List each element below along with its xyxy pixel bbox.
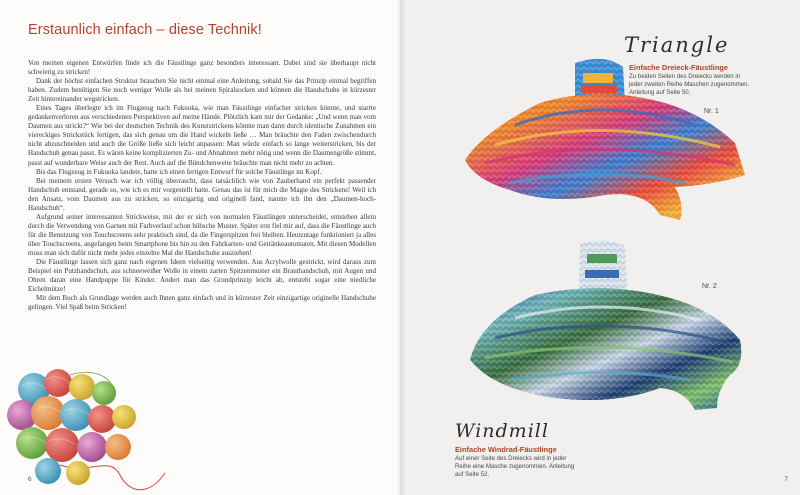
- page-number-right: 7: [784, 476, 788, 483]
- paragraph: Bei meinem ersten Versuch war ich völlig überrascht, dass tatsächlich wie von Zauberhand ein perfekt passender Handschuh entstand, gerade so, wie ich es mir vorgestellt hatte. Genau das ist für mich die Magie des Strickens! Weil ich den Ansatz, vom Daumen aus zu stricken, so einzigartig und originell fand, nannte ich ihn den „Daumen-hoch-Handschuh“.: [28, 176, 376, 212]
- triangle-mitten-icon: [455, 55, 755, 230]
- triangle-description: Zu beiden Seiten des Dreiecks werden in jeder zweiten Reihe Maschen zugenommen. Anleitung auf Seite 50.: [629, 73, 750, 96]
- paragraph: Bis das Flugzeug in Fukuoka landete, hatte ich einen fertigen Entwurf für solche Fäustlinge im Kopf.: [36, 167, 322, 176]
- triangle-script-title: Triangle: [624, 33, 730, 57]
- triangle-subtitle: Einfache Dreieck-Fäustlinge: [629, 63, 728, 72]
- page-number: 6: [28, 476, 32, 483]
- paragraph: Mit dem Buch als Grundlage werden auch Ihnen ganz einfach und in kürzester Zeit einzigartige originelle Handschuhe gelingen. Viel Spaß beim Stricken!: [28, 294, 376, 312]
- paragraph: Eines Tages überlegte ich im Flugzeug nach Fukuoka, wie man Fäustlinge einfacher stricken könnte, und starrte gedankenverloren aus verschiedenen Perspektiven auf meine Hände. Plötzlich kam mir der Gedanke: „Und wenn man vom Daumen aus strickt?“ Wie bei der deutschen Technik des Kunststrickens könnte man dann durch identische Zunahmen ein viereckiges Strickstück fertigen, das sich genau um die Hand wickeln ließe … Man bräuchte den Faden zwischendurch nicht abzuschneiden und auch die Größe ließe sich leicht anpassen: Man würde einfach so lange weiterstricken, bis der Handschuh genau passt. Es wären keine komplizierten Zu- und Abnahmen mehr nötig und wenn die Daumengröße stimmt, passt auf wunderbare Weise auch der Rest. Auch auf die Bündchenweite bräuchte man nicht mehr zu achten.: [28, 104, 376, 167]
- page-heading: Erstaunlich einfach – diese Technik!: [28, 22, 262, 38]
- windmill-mitten-icon: [455, 240, 755, 425]
- windmill-description: Auf einer Seite des Dreiecks wird in jeder Reihe eine Masche zugenommen. Anleitung auf Seite 52.: [455, 455, 575, 478]
- paragraph: Die Fäustlinge lassen sich ganz nach eigenen Ideen vielseitig verwenden. Aus Acrylwolle gestrickt, wird daraus zum Beispiel ein Putzhandschuh, aus schneeweißer Wolle in einem zarten Spitzenmuster ein Brauthandschuh, mit Augen und Ohren daran eine Handpuppe für Kinder. Ändert man das Grundprinzip leicht ab, entsteht sogar eine niedliche Eichelmütze!: [28, 258, 376, 294]
- triangle-number-label: Nr. 1: [704, 108, 719, 115]
- paragraph: Aufgrund seiner interessanten Strickweise, mit der er sich von normalen Fäustlingen unterscheidet, entstehen allein durch die Verwendung von Garnen mit Farbverlauf schon hübsche Muster. Später erst fiel mir auf, dass die Fäustlinge auch für die Benutzung von Touchscreens sehr praktisch sind, da die Fingerspitzen frei bleiben. Heutzutage funktioniert ja alles über Touchscreens, angefangen beim Smartphone bis hin zu den Fahrkarten- und Getränkeautomaten. Mit diesen Modellen muss man sich dafür nicht mehr jedes einzelne Mal die Handschuhe ausziehen!: [28, 212, 376, 257]
- body-text: [28, 59, 376, 312]
- yarn-balls-icon: [0, 355, 190, 495]
- paragraph: Von meinen eigenen Entwürfen finde ich die Fäustlinge ganz besonders interessant. Dabei sind sie überhaupt nicht schwierig zu stricken!: [28, 59, 376, 77]
- windmill-subtitle: Einfache Windrad-Fäustlinge: [455, 445, 557, 454]
- windmill-script-title: Windmill: [455, 420, 549, 442]
- windmill-number-label: Nr. 2: [702, 283, 717, 290]
- paragraph: Dank der höchst einfachen Struktur brauchen Sie nicht einmal eine Anleitung, sobald Sie das Prinzip einmal begriffen haben. Zudem benötigen Sie noch weniger Wolle als bei meinen Spiralsocken und können die Handschuhe in kürzester Zeit hintereinander wegstricken.: [28, 77, 376, 104]
